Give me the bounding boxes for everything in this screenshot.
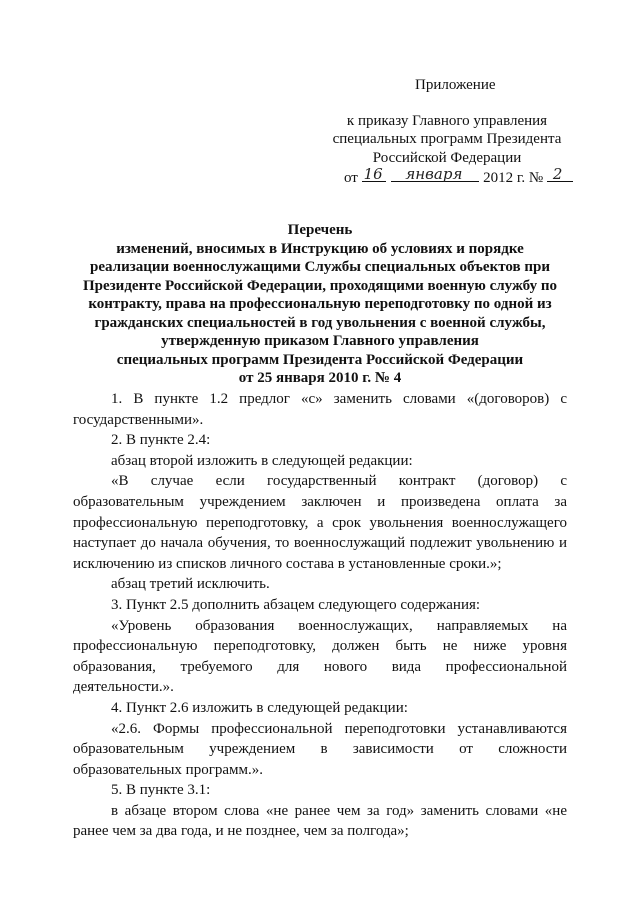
appendix-date — [344, 164, 612, 188]
paragraph-2: 2. В пункте 2.4: — [111, 432, 211, 449]
paragraph-11: в абзаце втором слова «не ранее чем за год» заменить словами «не ранее чем за два года, и не позднее, чем за полгода»; — [73, 802, 567, 840]
paragraph-9: «2.6. Формы профессиональной переподготовки устанавливаются образовательным учреждением в зависимости от сложности образовательных программ.». — [73, 720, 567, 778]
heading-line: Президенте Российской Федерации, проходящими военную службу по — [82, 277, 557, 294]
appendix-title: Приложение — [415, 77, 496, 93]
month-blank — [391, 164, 479, 183]
paragraph-1: 1. В пункте 1.2 предлог «с» заменить словами «(договоров) с государственными». — [73, 391, 567, 428]
heading-line: утвержденную приказом Главного управления — [161, 333, 479, 349]
heading-line: реализации военнослужащими Службы специальных объектов при — [90, 259, 550, 275]
date-prefix: от — [344, 170, 358, 186]
heading-line: гражданских специальностей в год увольнения с военной службы, — [94, 314, 546, 331]
heading-line: от 25 января 2010 г. № 4 — [238, 370, 402, 386]
paragraph-3: абзац второй изложить в следующей редакции: — [111, 452, 413, 469]
document-body — [73, 389, 567, 842]
appendix-line: специальных программ Президента — [332, 131, 562, 147]
handwritten-month: января — [405, 164, 463, 183]
handwritten-day: 16 — [363, 164, 383, 183]
appendix-line: Российской Федерации — [372, 149, 522, 166]
day-blank — [362, 164, 386, 183]
heading-line: контракту, права на профессиональную переподготовку по одной из — [88, 296, 552, 312]
number-blank — [547, 164, 573, 183]
paragraph-7: «Уровень образования военнослужащих, направляемых на профессиональную переподготовку, должен быть не ниже уровня образования, требуемого для нового вида профессиональной деятельности.». — [73, 617, 567, 696]
appendix-block — [322, 76, 612, 188]
heading-line: Перечень — [287, 222, 353, 238]
handwritten-number: 2 — [552, 164, 563, 183]
paragraph-8: 4. Пункт 2.6 изложить в следующей редакции: — [111, 699, 408, 716]
paragraph-4: «В случае если государственный контракт (договор) с образовательным учреждением заключен и произведена оплата за профессиональную переподготовку, а срок увольнения военнослужащего наступает до начала обучения, то военнослужащий подлежит увольнению и исключению из списков личного состава в установленные сроки.»; — [73, 473, 567, 572]
paragraph-6: 3. Пункт 2.5 дополнить абзацем следующего содержания: — [111, 596, 481, 613]
heading-line: специальных программ Президента Российской Федерации — [116, 351, 524, 368]
document-heading — [60, 221, 580, 388]
heading-line: изменений, вносимых в Инструкцию об условиях и порядке — [116, 240, 524, 257]
appendix-line: к приказу Главного управления — [346, 112, 548, 129]
paragraph-10: 5. В пункте 3.1: — [111, 782, 211, 799]
paragraph-5: абзац третий исключить. — [111, 576, 270, 593]
year-text: 2012 г. № — [483, 170, 544, 186]
